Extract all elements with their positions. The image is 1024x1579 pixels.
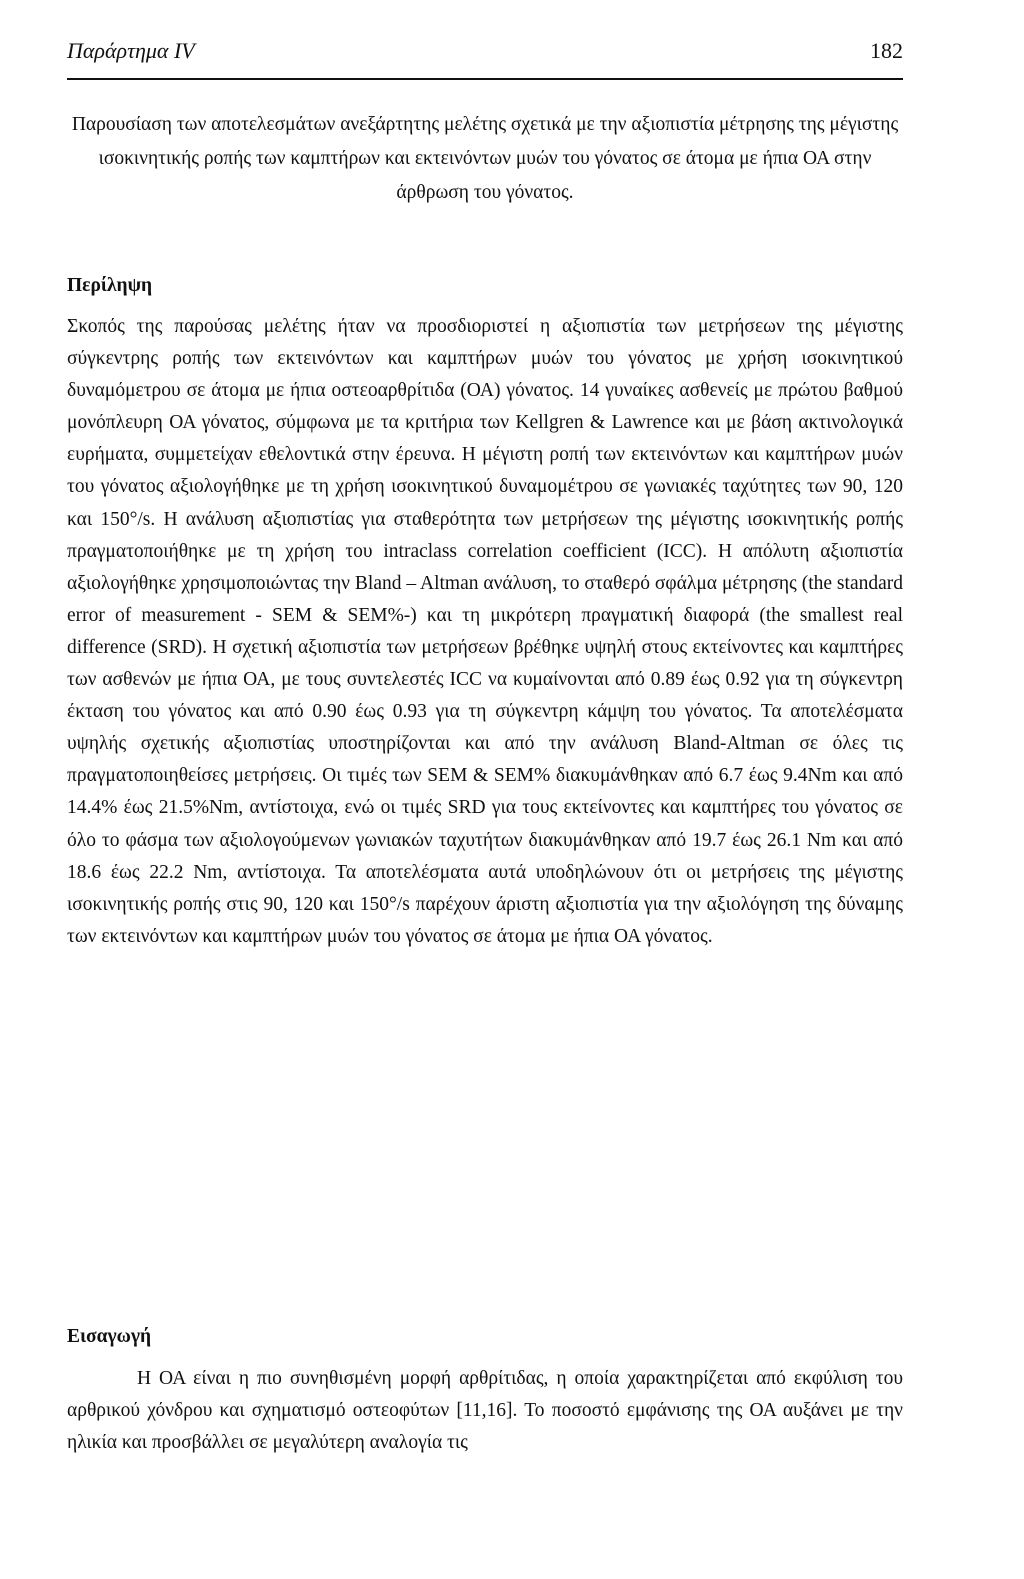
page-header [67,38,903,70]
summary-heading: Περίληψη [67,275,153,296]
summary-paragraph: Σκοπός της παρούσας μελέτης ήταν να προσδιοριστεί η αξιοπιστία των μετρήσεων της μέγιστης σύγκεντρης ροπής των εκτεινόντων και καμπτήρων μυών του γόνατος με χρήση ισοκινητικού δυναμόμετρου σε άτομα με ήπια οστεοαρθρίτιδα (ΟΑ) γόνατος. 14 γυναίκες ασθενείς με πρώτου βαθμού μονόπλευρη ΟΑ γόνατος, σύμφωνα με τα κριτήρια των Kellgren & Lawrence και με βάση ακτινολογικά ευρήματα, συμμετείχαν εθελοντικά στην έρευνα. Η μέγιστη ροπή των εκτεινόντων και καμπτήρων μυών του γόνατος αξιολογήθηκε με τη χρήση ισοκινητικού δυναμομέτρου σε γωνιακές ταχύτητες των 90, 120 και 150°/s. Η ανάλυση αξιοπιστίας για σταθερότητα των μετρήσεων της μέγιστης ισοκινητικής ροπής πραγματοποιήθηκε με τη χρήση του intraclass correlation coefficient (ICC). Η απόλυτη αξιοπιστία αξιολογήθηκε χρησιμοποιώντας την Bland – Altman ανάλυση, το σταθερό σφάλμα μέτρησης (the standard error of measurement - SEM & SEM%-) και τη μικρότερη πραγματική διαφορά (the smallest real difference (SRD). Η σχετική αξιοπιστία των μετρήσεων βρέθηκε υψηλή στους εκτείνοντες και καμπτήρες των ασθενών με ήπια ΟΑ, με τους συντελεστές ICC να κυμαίνονται από 0.89 έως 0.92 για τη σύγκεντρη έκταση του γόνατος και από 0.90 έως 0.93 για τη σύγκεντρη κάμψη του γόνατος. Τα αποτελέσματα υψηλής σχετικής αξιοπιστίας υποστηρίζονται και από την ανάλυση Bland-Altman σε όλες τις πραγματοποιηθείσες μετρήσεις. Οι τιμές των SEM & SEM% διακυμάνθηκαν από 6.7 έως 9.4Nm και από 14.4% έως 21.5%Nm, αντίστοιχα, ενώ οι τιμές SRD για τους εκτείνοντες και καμπτήρες του γόνατος σε όλο το φάσμα των αξιολογούμενων γωνιακών ταχυτήτων διακυμάνθηκαν από 19.7 έως 26.1 Nm και από 18.6 έως 22.2 Nm, αντίστοιχα. Τα αποτελέσματα αυτά υποδηλώνουν ότι οι μετρήσεις της μέγιστης ισοκινητικής ροπής στις 90, 120 και 150°/s παρέχουν άριστη αξιοπιστία για την αξιολόγηση της δύναμης των εκτεινόντων και καμπτήρων μυών του γόνατος σε άτομα με ήπια ΟΑ γόνατος. [67,316,903,947]
page-number: 182 [870,38,903,63]
introduction-heading: Εισαγωγή [67,1326,152,1347]
running-title: Παράρτημα IV [67,38,195,63]
document-title: Παρουσίαση των αποτελεσμάτων ανεξάρτητης μελέτης σχετικά με την αξιοπιστία μέτρησης της μέγιστης ισοκινητικής ροπής των καμπτήρων και εκτεινόντων μυών του γόνατος σε άτομα με ήπια ΟΑ στην άρθρωση του γόνατος. [71,114,899,203]
introduction-paragraph: Η ΟΑ είναι η πιο συνηθισμένη μορφή αρθρίτιδας, η οποία χαρακτηρίζεται από εκφύλιση του αρθρικού χόνδρου και σχηματισμό οστεοφύτων [11,16]. Το ποσοστό εμφάνισης της ΟΑ αυξάνει με την ηλικία και προσβάλλει σε μεγαλύτερη αναλογία τις [67,1368,903,1454]
header-divider [67,78,903,80]
